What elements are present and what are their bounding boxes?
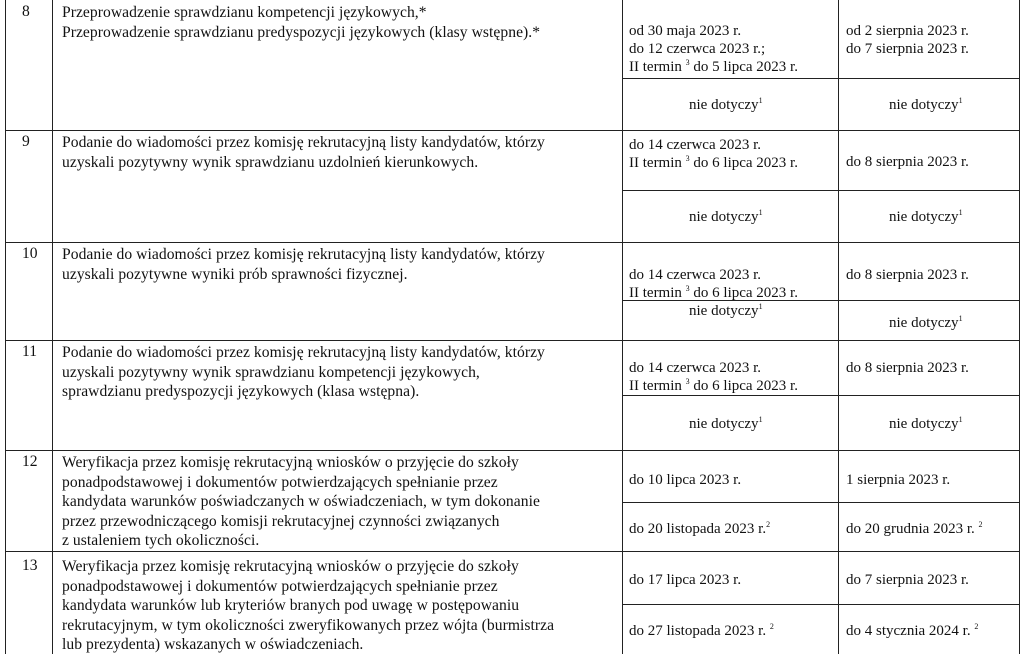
supplementary-term-date-secondary: nie dotyczy$^1$	[889, 208, 963, 225]
column-border	[622, 0, 623, 654]
row-border	[5, 450, 1019, 451]
main-term-date: do 14 czerwca 2023 r. II termin $^3$ do 6 lipca 2023 r.	[629, 137, 798, 171]
main-term-date: do 17 lipca 2023 r.	[629, 572, 742, 588]
activity-description: Podanie do wiadomości przez komisję rekrutacyjną listy kandydatów, którzy uzyskali pozytywne wyniki prób sprawności fizycznej.	[62, 246, 545, 283]
supplementary-term-date: do 8 sierpnia 2023 r.	[846, 154, 969, 170]
activity-description: Podanie do wiadomości przez komisję rekrutacyjną listy kandydatów, którzy uzyskali pozytywny wynik sprawdzianu kompetencji językowych, sprawdzianu predyspozycji językowych (klasa wstępna).	[62, 344, 545, 400]
row-border	[622, 502, 1019, 503]
column-border	[1019, 0, 1020, 654]
main-term-date: do 14 czerwca 2023 r. II termin $^3$ do 6 lipca 2023 r.	[629, 267, 798, 301]
row-number: 8	[22, 3, 30, 20]
supplementary-term-date: do 7 sierpnia 2023 r.	[846, 572, 969, 588]
main-term-date-secondary: nie dotyczy$^1$	[689, 96, 763, 113]
supplementary-term-date-secondary: do 20 grudnia 2023 r. $^2$	[846, 520, 983, 537]
main-term-date-secondary: nie dotyczy$^1$	[689, 302, 763, 319]
activity-description: Weryfikacja przez komisję rekrutacyjną wniosków o przyjęcie do szkoły ponadpodstawowej i dokumentów potwierdzających spełnianie przez kandydata warunków poświadczanych w oświadczeniach, w tym dokonanie przez przewodniczącego komisji rekrutacyjnej czynności związanych z ustaleniem tych okoliczności.	[62, 454, 540, 549]
supplementary-term-date-secondary: do 4 stycznia 2024 r. $^2$	[846, 622, 979, 639]
row-number: 12	[22, 453, 38, 470]
row-border	[622, 190, 1019, 191]
supplementary-term-date-secondary: nie dotyczy$^1$	[889, 96, 963, 113]
main-term-date-secondary: nie dotyczy$^1$	[689, 415, 763, 432]
activity-description: Weryfikacja przez komisję rekrutacyjną wniosków o przyjęcie do szkoły ponadpodstawowej i dokumentów potwierdzających spełnianie przez kandydata warunków lub kryteriów branych pod uwagę w postępowaniu rekrutacyjnym, w tym okoliczności zweryfikowanych przez wójta (burmistrza lub prezydenta) wskazanych w oświadczeniach.	[62, 558, 555, 653]
activity-description: Podanie do wiadomości przez komisję rekrutacyjną listy kandydatów, którzy uzyskali pozytywny wynik sprawdzianu uzdolnień kierunkowych.	[62, 134, 545, 171]
column-border	[52, 0, 53, 654]
row-number: 9	[22, 133, 30, 150]
supplementary-term-date: od 2 sierpnia 2023 r. do 7 sierpnia 2023 r.	[846, 23, 969, 57]
row-number: 10	[22, 245, 38, 262]
main-term-date: do 10 lipca 2023 r.	[629, 472, 742, 488]
activity-description: Przeprowadzenie sprawdzianu kompetencji językowych,* Przeprowadzenie sprawdzianu predyspozycji językowych (klasy wstępne).*	[62, 4, 541, 41]
row-border	[5, 340, 1019, 341]
main-term-date-secondary: do 20 listopada 2023 r.$^2$	[629, 520, 771, 537]
column-border	[5, 0, 6, 654]
main-term-date-secondary: nie dotyczy$^1$	[689, 208, 763, 225]
row-border	[622, 78, 1019, 79]
supplementary-term-date: do 8 sierpnia 2023 r.	[846, 360, 969, 376]
supplementary-term-date-secondary: nie dotyczy$^1$	[889, 314, 963, 331]
column-border	[838, 0, 839, 654]
main-term-date: od 30 maja 2023 r. do 12 czerwca 2023 r.; II termin $^3$ do 5 lipca 2023 r.	[629, 23, 798, 75]
supplementary-term-date: 1 sierpnia 2023 r.	[846, 472, 951, 488]
row-border	[5, 551, 1019, 552]
row-border	[622, 604, 1019, 605]
row-border	[5, 130, 1019, 131]
row-border	[5, 242, 1019, 243]
main-term-date-secondary: do 27 listopada 2023 r. $^2$	[629, 622, 774, 639]
row-number: 13	[22, 557, 38, 574]
main-term-date: do 14 czerwca 2023 r. II termin $^3$ do 6 lipca 2023 r.	[629, 360, 798, 394]
supplementary-term-date-secondary: nie dotyczy$^1$	[889, 415, 963, 432]
supplementary-term-date: do 8 sierpnia 2023 r.	[846, 267, 969, 283]
row-border	[622, 395, 1019, 396]
row-number: 11	[22, 343, 38, 360]
